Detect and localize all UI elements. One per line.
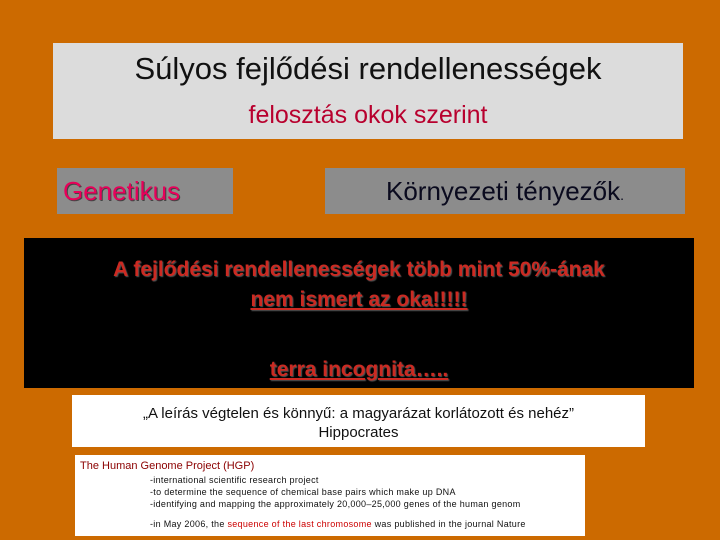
unknown-cause-box xyxy=(24,238,694,388)
unknown-cause-line1: A fejlődési rendellenességek több mint 50%-ának xyxy=(113,258,605,281)
hgp-title: The Human Genome Project (HGP) xyxy=(80,460,255,472)
quote-author: Hippocrates xyxy=(318,424,399,441)
hgp-box xyxy=(75,455,585,536)
environmental-text: Környezeti tényezők xyxy=(385,176,621,206)
slide-title: Súlyos fejlődési rendellenességek xyxy=(134,51,602,86)
genetic-label: Genetikus xyxy=(57,168,233,214)
unknown-cause-line2: nem ismert az oka!!!!! xyxy=(250,288,468,311)
hgp-item: -identifying and mapping the approximately 20,000–25,000 genes of the human genom xyxy=(150,499,521,509)
quote-text: „A leírás végtelen és könnyű: a magyarázat korlátozott és nehéz” xyxy=(142,405,575,422)
hgp-last-suffix: was published in the journal Nature xyxy=(371,519,526,529)
environmental-label xyxy=(325,168,685,214)
quote-box xyxy=(72,395,645,447)
hgp-item-last xyxy=(150,519,526,529)
title-box xyxy=(53,43,683,139)
hgp-last-prefix: -in May 2006, the xyxy=(150,519,228,529)
hgp-last-highlight: sequence of the last chromosome xyxy=(227,519,372,529)
slide-subtitle: felosztás okok szerint xyxy=(248,101,488,129)
environmental-dot: . xyxy=(620,187,625,203)
hgp-item: -international scientific research project xyxy=(150,475,319,485)
hgp-item: -to determine the sequence of chemical base pairs which make up DNA xyxy=(150,487,456,497)
terra-incognita: terra incognita….. xyxy=(269,358,449,381)
